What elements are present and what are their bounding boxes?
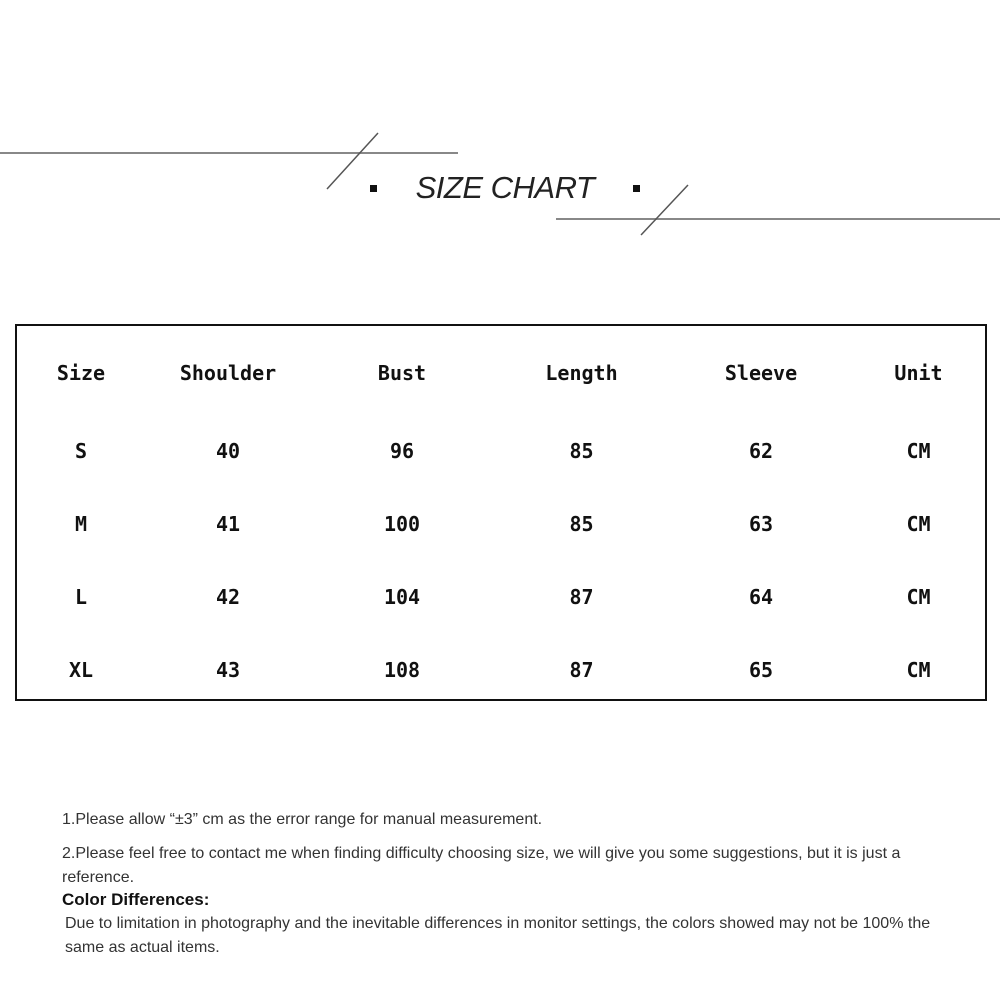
header-cell-shoulder: Shoulder xyxy=(179,361,277,385)
table-cell: 108 xyxy=(383,657,421,682)
title-decoration-lines xyxy=(0,0,1000,260)
table-cell: 43 xyxy=(215,657,241,682)
table-cell: M xyxy=(74,511,88,536)
table-cell: XL xyxy=(68,657,94,682)
table-cell: 100 xyxy=(383,511,421,536)
table-cell: 87 xyxy=(569,657,594,682)
table-cell: 96 xyxy=(389,438,415,463)
page-title: SIZE CHART xyxy=(415,170,595,205)
note-error-range: 1.Please allow “±3” cm as the error range for manual measurement. xyxy=(62,811,543,828)
table-row xyxy=(17,487,985,560)
size-chart-title xyxy=(370,168,640,208)
table-cell: 104 xyxy=(383,584,421,609)
table-cell: CM xyxy=(906,511,931,536)
table-header-row xyxy=(17,326,985,414)
right-diagonal-slash xyxy=(641,185,688,235)
table-cell: 85 xyxy=(569,438,594,463)
table-cell: 62 xyxy=(748,438,774,463)
table-cell: CM xyxy=(906,584,931,609)
note-contact: 2.Please feel free to contact me when finding difficulty choosing size, we will give you some suggestions, but it is just a reference. xyxy=(62,845,901,886)
title-bullet-left xyxy=(370,185,377,192)
table-row xyxy=(17,633,985,706)
color-differences-text: Due to limitation in photography and the inevitable differences in monitor settings, the colors showed may not be 100% the same as actual items. xyxy=(65,915,931,956)
table-cell: L xyxy=(74,584,88,609)
table-cell: 42 xyxy=(215,584,241,609)
table-cell: 40 xyxy=(215,438,241,463)
size-table-container xyxy=(15,324,987,701)
header-cell-sleeve: Sleeve xyxy=(724,361,798,385)
header-cell-size: Size xyxy=(56,361,106,385)
table-cell: S xyxy=(74,438,88,463)
table-cell: 87 xyxy=(569,584,594,609)
table-cell: CM xyxy=(906,438,931,463)
table-cell: 41 xyxy=(215,511,241,536)
table-row xyxy=(17,560,985,633)
size-table xyxy=(17,326,985,706)
title-bullet-right xyxy=(633,185,640,192)
header-cell-bust: Bust xyxy=(377,361,427,385)
table-cell: 85 xyxy=(569,511,594,536)
color-differences-heading: Color Differences: xyxy=(62,890,210,909)
table-cell: 64 xyxy=(748,584,774,609)
table-cell: CM xyxy=(906,657,931,682)
measurement-notes xyxy=(62,808,942,960)
header-cell-unit: Unit xyxy=(894,361,943,385)
table-cell: 65 xyxy=(748,657,774,682)
table-row xyxy=(17,414,985,487)
table-cell: 63 xyxy=(748,511,774,536)
header-cell-length: Length xyxy=(545,361,618,385)
